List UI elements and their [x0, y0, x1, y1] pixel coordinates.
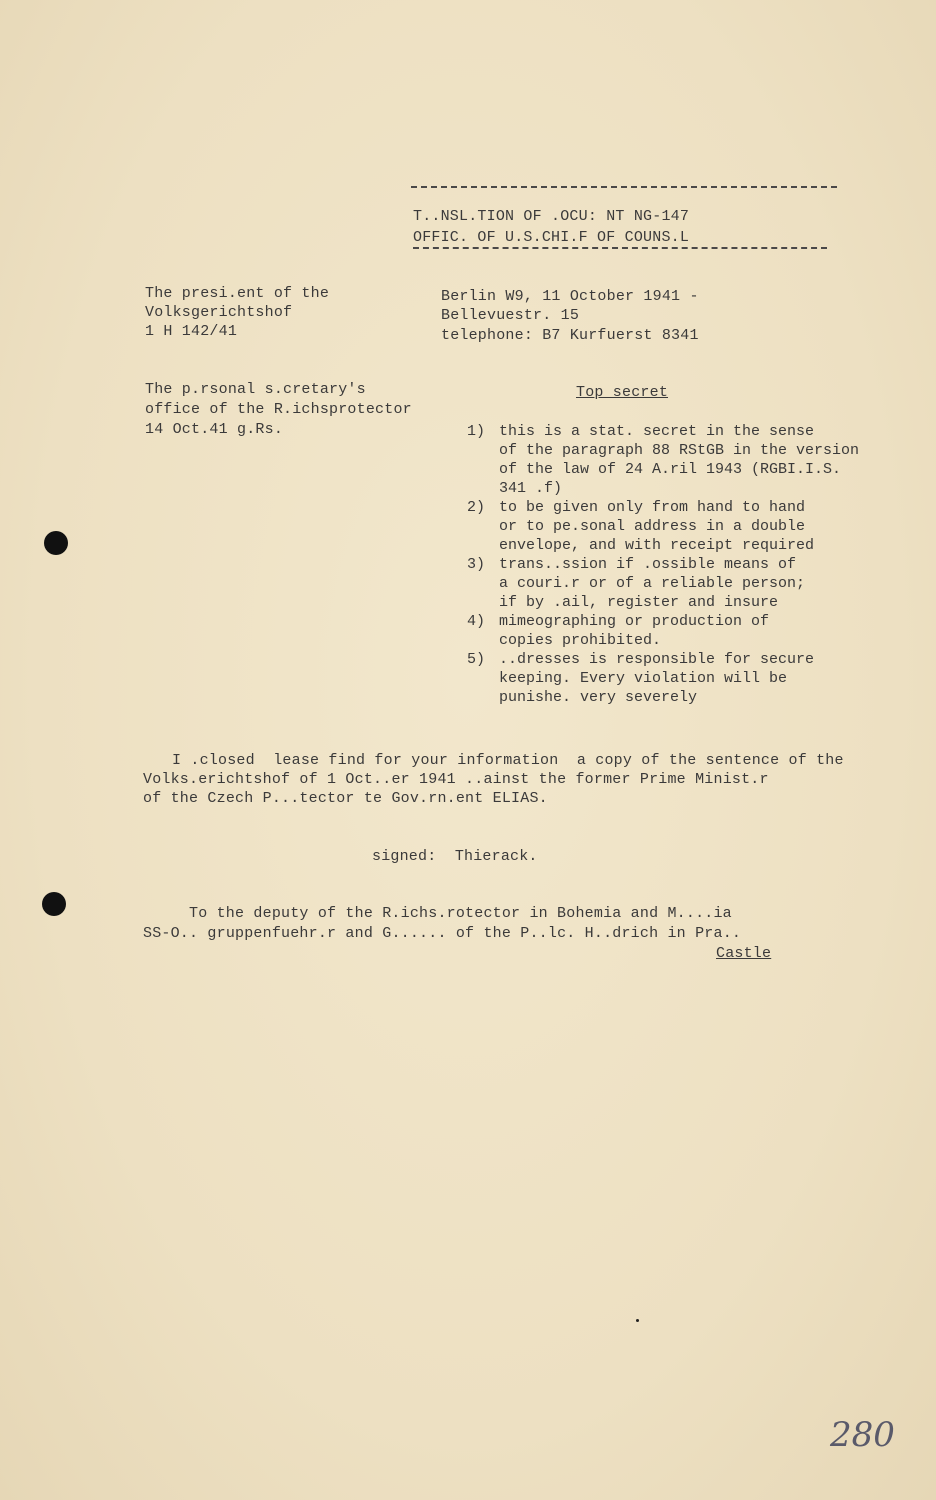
received-line-2: office of the R.ichsprotector [145, 401, 412, 418]
street-address: Bellevuestr. 15 [441, 307, 580, 324]
office-title: OFFIC. OF U.S.CHI.F OF COUNS.L [413, 229, 690, 246]
list-item [467, 498, 887, 555]
list-item-text: this is a stat. secret in the sense of the paragraph 88 RStGB in the version of the law of 24 A.ril 1943 (RGBI.I.S. 341 .f) [499, 423, 860, 497]
list-item [467, 650, 887, 707]
list-item-number: 1) [467, 423, 486, 440]
secrecy-rules-list [467, 422, 887, 707]
speck-mark [636, 1319, 639, 1322]
list-item-number: 4) [467, 613, 486, 630]
list-item [467, 612, 887, 650]
list-item-number: 2) [467, 499, 486, 516]
list-item [467, 555, 887, 612]
header-bottom-rule [413, 247, 827, 249]
addressee-line-1: To the deputy of the R.ichs.rotector in Bohemia and M....ia [189, 905, 732, 922]
received-line-1: The p.rsonal s.cretary's [145, 381, 366, 398]
place-date: Berlin W9, 11 October 1941 - [441, 288, 699, 305]
signature: signed: Thierack. [372, 848, 538, 865]
list-item-text: ..dresses is responsible for secure keeping. Every violation will be punishe. very severely [499, 651, 815, 706]
file-reference: 1 H 142/41 [145, 323, 238, 340]
body-line-3: of the Czech P...tector te Gov.rn.ent ELIAS. [143, 790, 548, 807]
addressee-line-3: Castle [716, 945, 772, 962]
telephone: telephone: B7 Kurfuerst 8341 [441, 327, 699, 344]
body-line-1: I .closed lease find for your information a copy of the sentence of the [172, 752, 844, 769]
body-line-2: Volks.erichtshof of 1 Oct..er 1941 ..ainst the former Prime Minist.r [143, 771, 769, 788]
list-item-text: mimeographing or production of copies prohibited. [499, 613, 770, 649]
header-top-rule [411, 186, 837, 188]
list-item-text: trans..ssion if .ossible means of a couri.r or of a reliable person; if by .ail, register and insure [499, 556, 806, 611]
sender-line-1: The presi.ent of the [145, 285, 330, 302]
page-number: 280 [830, 1415, 895, 1455]
translation-title: T..NSL.TION OF .OCU: NT NG-147 [413, 208, 690, 225]
received-line-3: 14 Oct.41 g.Rs. [145, 421, 284, 438]
sender-line-2: Volksgerichtshof [145, 304, 293, 321]
addressee-line-2: SS-O.. gruppenfuehr.r and G...... of the P..lc. H..drich in Pra.. [143, 925, 742, 942]
classification-heading: Top secret [576, 384, 669, 401]
list-item-text: to be given only from hand to hand or to pe.sonal address in a double envelope, and with receipt required [499, 499, 815, 554]
list-item [467, 422, 887, 498]
list-item-number: 3) [467, 556, 486, 573]
list-item-number: 5) [467, 651, 486, 668]
punch-hole-upper [44, 531, 68, 555]
punch-hole-lower [42, 892, 66, 916]
